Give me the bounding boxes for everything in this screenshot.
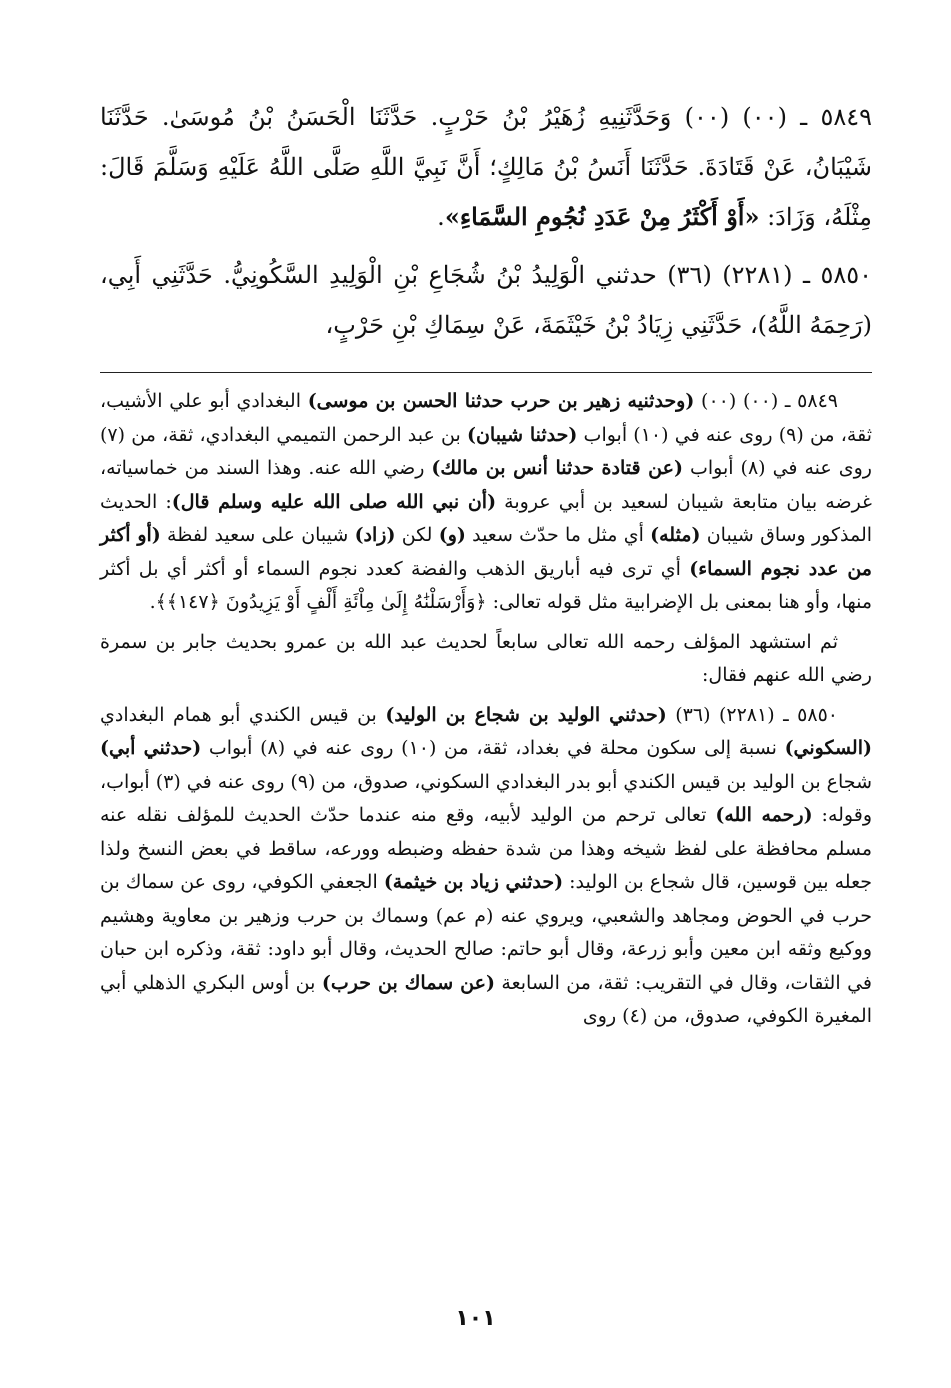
- hadith-5849-number: ٥٨٤٩ ـ (٠٠) (٠٠): [684, 103, 873, 131]
- hadith-5850-text: حدثني الْوَلِيدُ بْنُ شُجَاعِ بْنِ الْوَلِيدِ السَّكُونِيُّ. حَدَّثَنِي أَبِي، (رَحِمَهُ اللَّهُ)، حَدَّثَنِي زِيَادُ بْنُ خَيْثَمَةَ، عَنْ سِمَاكِ بْنِ حَرْبٍ،: [100, 261, 872, 339]
- bold-phrase: (عن قتادة حدثنا أنس بن مالك): [431, 457, 683, 479]
- commentary-5850-number: ٥٨٥٠ ـ (٢٢٨١) (٣٦): [675, 703, 838, 726]
- commentary-5849-number: ٥٨٤٩ ـ (٠٠) (٠٠): [701, 390, 838, 412]
- quran-verse: ﴿وَأَرْسَلْنَٰهُ إِلَىٰ مِاْئَةِ أَلْفٍ أَوْ يَزِيدُونَ ﴿١٤٧﴾﴾: [155, 591, 487, 613]
- page-number: ١٠١: [455, 1306, 496, 1331]
- bold-phrase: (السكوني): [784, 737, 872, 759]
- plain-text: .: [149, 591, 156, 613]
- hadith-5849-text: وَحَدَّثَنِيهِ زُهَيْرُ بْنُ حَرْبٍ. حَدَّثَنَا الْحَسَنُ بْنُ مُوسَىٰ. حَدَّثَنَا شَيْبَانُ، عَنْ قَتَادَةَ. حَدَّثَنَا أَنَسُ بْنُ مَالِكٍ؛ أَنَّ نَبِيَّ اللَّهِ صَلَّى اللَّهُ عَلَيْهِ وَسَلَّمَ قَالَ: مِثْلَهُ، وَزَادَ:: [100, 103, 872, 231]
- plain-text: أي ترى فيه أباريق الذهب والفضة كعدد نجوم السماء أو أكثر أي بل أكثر منها، وأو هنا بمعنى بل الإضرابية مثل قوله تعالى:: [100, 557, 872, 613]
- bold-phrase: (عن سماك بن حرب): [321, 971, 495, 994]
- plain-text: أي مثل ما حدّث سعيد: [465, 524, 651, 546]
- bold-phrase: (حدثني أبي): [100, 737, 202, 759]
- plain-text: بن قيس الكندي أبو همام البغدادي: [100, 703, 386, 726]
- plain-text: رضي الله عنه. وهذا السند من خماسياته، غرضه بيان متابعة شيبان لسعيد بن أبي عروبة: [100, 457, 872, 513]
- commentary: [100, 385, 872, 1034]
- footnote-divider: [100, 372, 872, 373]
- bold-phrase: (رحمه الله): [715, 804, 813, 826]
- bold-phrase: (أن نبي الله صلى الله عليه وسلم قال): [171, 490, 497, 513]
- hadith-5850-number: ٥٨٥٠ ـ (٢٢٨١) (٣٦): [667, 261, 872, 289]
- plain-text: تعالى ترحم من الوليد لأبيه، وقع منه عندما حدّث الحديث للمؤلف نقله عنه مسلم محافظة على لفظ شيخه وهذا من شدة حفظه وضبطه وورعه، ساقط في بعض النسخ ولذا جعله بين قوسين، قال شجاع بن الوليد:: [100, 804, 872, 893]
- plain-text: بن عبد الرحمن التميمي البغدادي، ثقة، من (٧) روى عنه في (٨) أبواب: [100, 423, 872, 479]
- plain-text: نسبة إلى سكون محلة في بغداد، ثقة، من (١٠) روى عنه في (٨) أبواب: [201, 737, 785, 759]
- hadith-text: [100, 92, 872, 350]
- page-body: [100, 92, 872, 1034]
- bold-phrase: (مثله): [650, 524, 701, 546]
- plain-text: لكن: [395, 524, 439, 546]
- bold-phrase: (أو أكثر من عدد نجوم السماء): [100, 524, 872, 580]
- plain-text: البغدادي أبو علي الأشيب، ثقة، من (٩) روى عنه في (١٠) أبواب: [100, 390, 872, 446]
- bold-phrase: (زاد): [354, 524, 396, 546]
- bold-phrase: (حدثني الوليد بن شجاع بن الوليد): [385, 703, 667, 726]
- plain-text: شيبان على سعيد لفظة: [160, 524, 355, 546]
- commentary-transition: ثم استشهد المؤلف رحمه الله تعالى سابعاً لحديث عبد الله بن عمرو بحديث جابر بن سمرة رضي الله عنهم فقال:: [100, 630, 872, 686]
- hadith-5850: [100, 250, 872, 350]
- bold-phrase: (و): [438, 524, 466, 546]
- hadith-5849: [100, 92, 872, 242]
- plain-text: شجاع بن الوليد بن قيس الكندي أبو بدر البغدادي السكوني، صدوق، من (٩) روى عنه في (٣) أبواب، وقوله:: [100, 770, 873, 826]
- plain-text: الجعفي الكوفي، روى عن سماك بن حرب في الحوض ومجاهد والشعبي، ويروي عنه (م عم) وسماك بن حرب وزهير بن معاوية وهشيم ووكيع وثقه ابن معين وأبو زرعة، وقال أبو حاتم: صالح الحديث، وقال أبو داود: ثقة، وذكره ابن حبان في الثقات، وقال في التقريب: ثقة، من السابعة: [100, 871, 872, 994]
- commentary-5849: [100, 385, 872, 620]
- bold-phrase: (حدثني زياد بن خيثمة): [383, 871, 564, 893]
- bold-phrase: (حدثنا شيبان): [466, 423, 578, 446]
- hadith-5849-quote: «أَوْ أَكْثَرُ مِنْ عَدَدِ نُجُومِ السَّمَاءِ»: [444, 202, 760, 231]
- bold-phrase: (وحدثنيه زهير بن حرب حدثنا الحسن بن موسى): [307, 390, 695, 412]
- commentary-5850: [100, 699, 872, 1034]
- plain-text: بن أوس البكري الذهلي أبي المغيرة الكوفي، صدوق، من (٤) روى: [100, 971, 872, 1027]
- hadith-5849-end: .: [437, 203, 445, 231]
- plain-text: : الحديث المذكور وساق شيبان: [100, 490, 873, 546]
